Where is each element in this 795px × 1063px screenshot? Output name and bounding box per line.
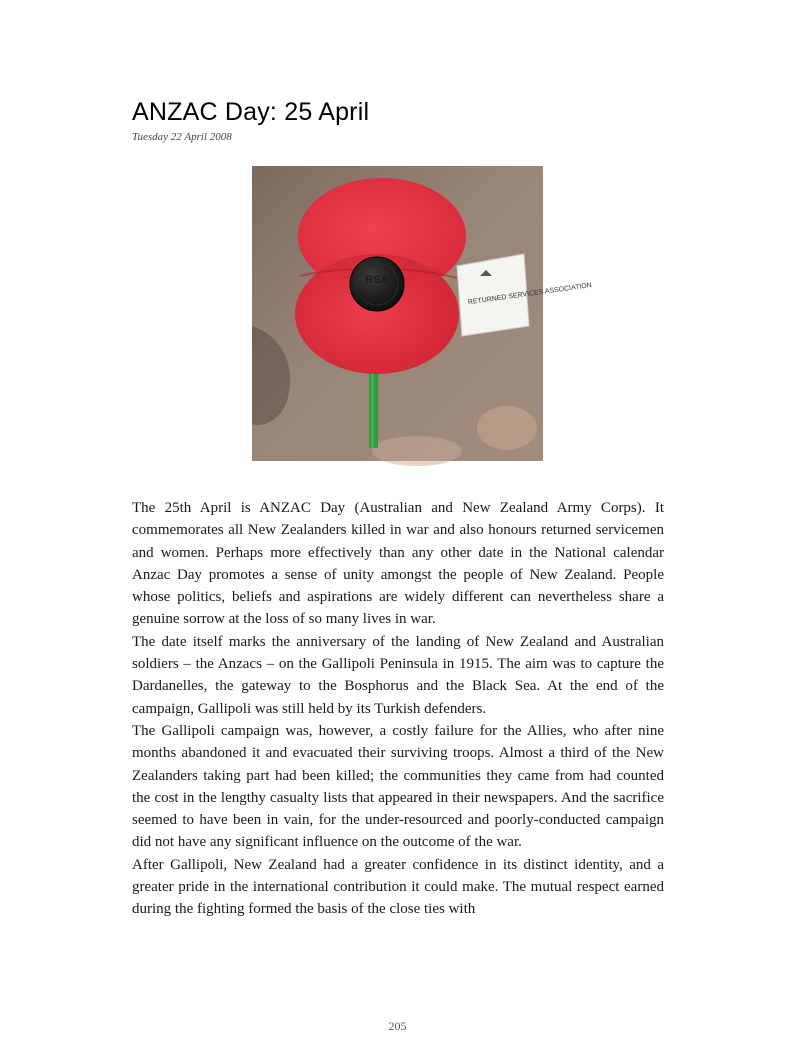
paragraph: After Gallipoli, New Zealand had a greater confidence in its distinct identity, and a greater pride in the international contribution it could make. The mutual respect earned during the fighting formed the basis of the close ties with xyxy=(132,856,664,918)
paragraph: The Gallipoli campaign was, however, a costly failure for the Allies, who after nine months abandoned it and evacuated their surviving troops. Almost a third of the New Zealanders taking part had been killed; the communities they came from had counted the cost in the lengthy casualty lists that appeared in their newspapers. And the sacrifice seemed to have been in vain, for the under-resourced and poorly-conducted campaign did not have any significant influence on the outcome of the war. xyxy=(132,722,664,851)
poppy-photo xyxy=(252,166,593,461)
paragraph: The 25th April is ANZAC Day (Australian and New Zealand Army Corps). It commemorates all New Zealanders killed in war and also honours returned servicemen and women. Perhaps more effectively than any other date in the National calendar Anzac Day promotes a sense of unity amongst the people of New Zealand. People whose politics, beliefs and aspirations are widely different can nevertheless share a genuine sorrow at the loss of so many lives in war. xyxy=(132,500,664,628)
badge-sublabel: NEW ZEALAND xyxy=(358,294,396,300)
page-number: 205 xyxy=(388,1019,407,1033)
article-body xyxy=(132,497,664,921)
paragraph: The date itself marks the anniversary of the landing of New Zealand and Australian soldiers – the Anzacs – on the Gallipoli Peninsula in 1915. The aim was to capture the Dardanelles, the gateway to the Bosphorus and the Black Sea. At the end of the campaign, Gallipoli was still held by its Turkish defenders. xyxy=(132,633,664,717)
photo-reflection-2 xyxy=(372,436,462,466)
article-date: Tuesday 22 April 2008 xyxy=(132,131,232,143)
article-title: ANZAC Day: 25 April xyxy=(132,98,370,126)
returned-services-tag xyxy=(457,254,592,336)
tag-label: RETURNED SERVICES ASSOCIATION xyxy=(467,281,593,307)
badge-label: RSA xyxy=(365,274,389,286)
photo-reflection xyxy=(477,406,537,450)
